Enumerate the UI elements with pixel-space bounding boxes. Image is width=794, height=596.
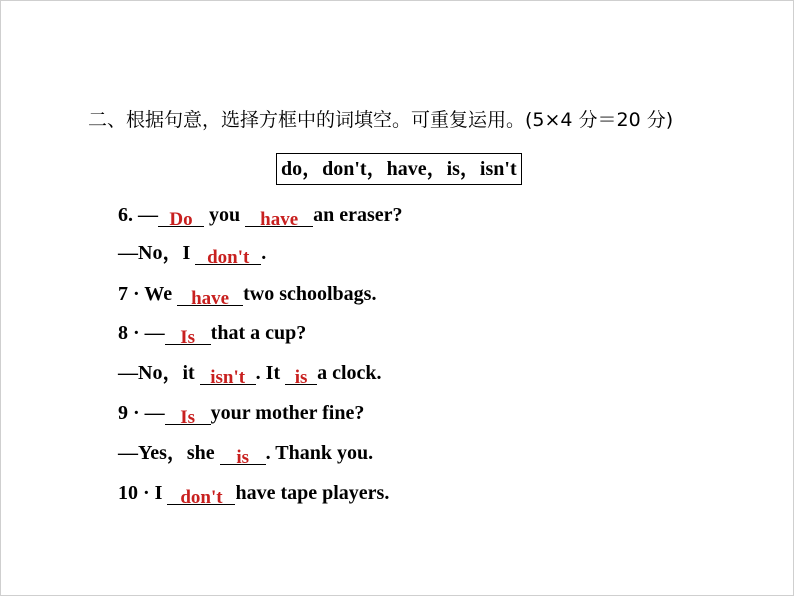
question-10 xyxy=(118,480,389,506)
q6-mid: you xyxy=(204,204,246,226)
q6-blank-1 xyxy=(158,204,204,230)
q7-suffix: two schoolbags. xyxy=(243,283,377,305)
q9b-prefix: —Yes，she xyxy=(118,442,220,464)
q8b-answer-1: isn't xyxy=(210,367,246,388)
q9-blank xyxy=(165,402,211,428)
question-6-reply xyxy=(118,240,266,266)
q9-prefix: 9 · — xyxy=(118,402,165,424)
question-9-reply xyxy=(118,440,373,466)
q9-suffix: your mother fine? xyxy=(210,402,365,424)
question-6 xyxy=(118,202,403,228)
instruction-text xyxy=(88,105,673,132)
question-8-reply xyxy=(118,360,382,386)
q10-prefix: 10 · I xyxy=(118,482,168,504)
q8b-suffix: a clock. xyxy=(317,362,382,384)
q6b-suffix: . xyxy=(261,242,267,264)
q6-answer-2: have xyxy=(260,209,299,230)
q10-suffix: have tape players. xyxy=(235,482,390,504)
word-box: do，don't，have，is，isn't xyxy=(276,153,522,185)
q9b-blank xyxy=(220,442,266,468)
question-7 xyxy=(118,281,376,307)
q10-answer: don't xyxy=(180,487,223,508)
q8b-prefix: —No，it xyxy=(118,362,200,384)
q9b-suffix: . Thank you. xyxy=(265,442,374,464)
q6b-answer: don't xyxy=(207,247,250,268)
q8-blank xyxy=(165,322,211,348)
q8b-answer-2: is xyxy=(294,367,308,388)
q8-answer: Is xyxy=(180,327,196,348)
question-8 xyxy=(118,320,306,346)
q8-prefix: 8 · — xyxy=(118,322,165,344)
q6-blank-2 xyxy=(245,204,313,230)
q8b-mid: . It xyxy=(255,362,286,384)
q8-suffix: that a cup? xyxy=(210,322,307,344)
question-9 xyxy=(118,400,364,426)
q6-answer-1: Do xyxy=(169,209,193,230)
q6-suffix: an eraser? xyxy=(313,204,403,226)
instruction-label: 二、根据句意，选择方框中的词填空。可重复运用。(5×4 分＝20 分) xyxy=(88,109,674,131)
q7-blank xyxy=(177,283,243,309)
q8b-blank-1 xyxy=(200,362,256,388)
q6-prefix: 6. — xyxy=(118,204,158,226)
q10-blank xyxy=(167,482,235,508)
q6b-blank xyxy=(195,242,261,268)
q6b-prefix: —No，I xyxy=(118,242,196,264)
q7-prefix: 7 · We xyxy=(118,283,178,305)
q9-answer: Is xyxy=(180,407,196,428)
q9b-answer: is xyxy=(236,447,250,468)
q8b-blank-2 xyxy=(285,362,317,388)
q7-answer: have xyxy=(191,288,230,309)
